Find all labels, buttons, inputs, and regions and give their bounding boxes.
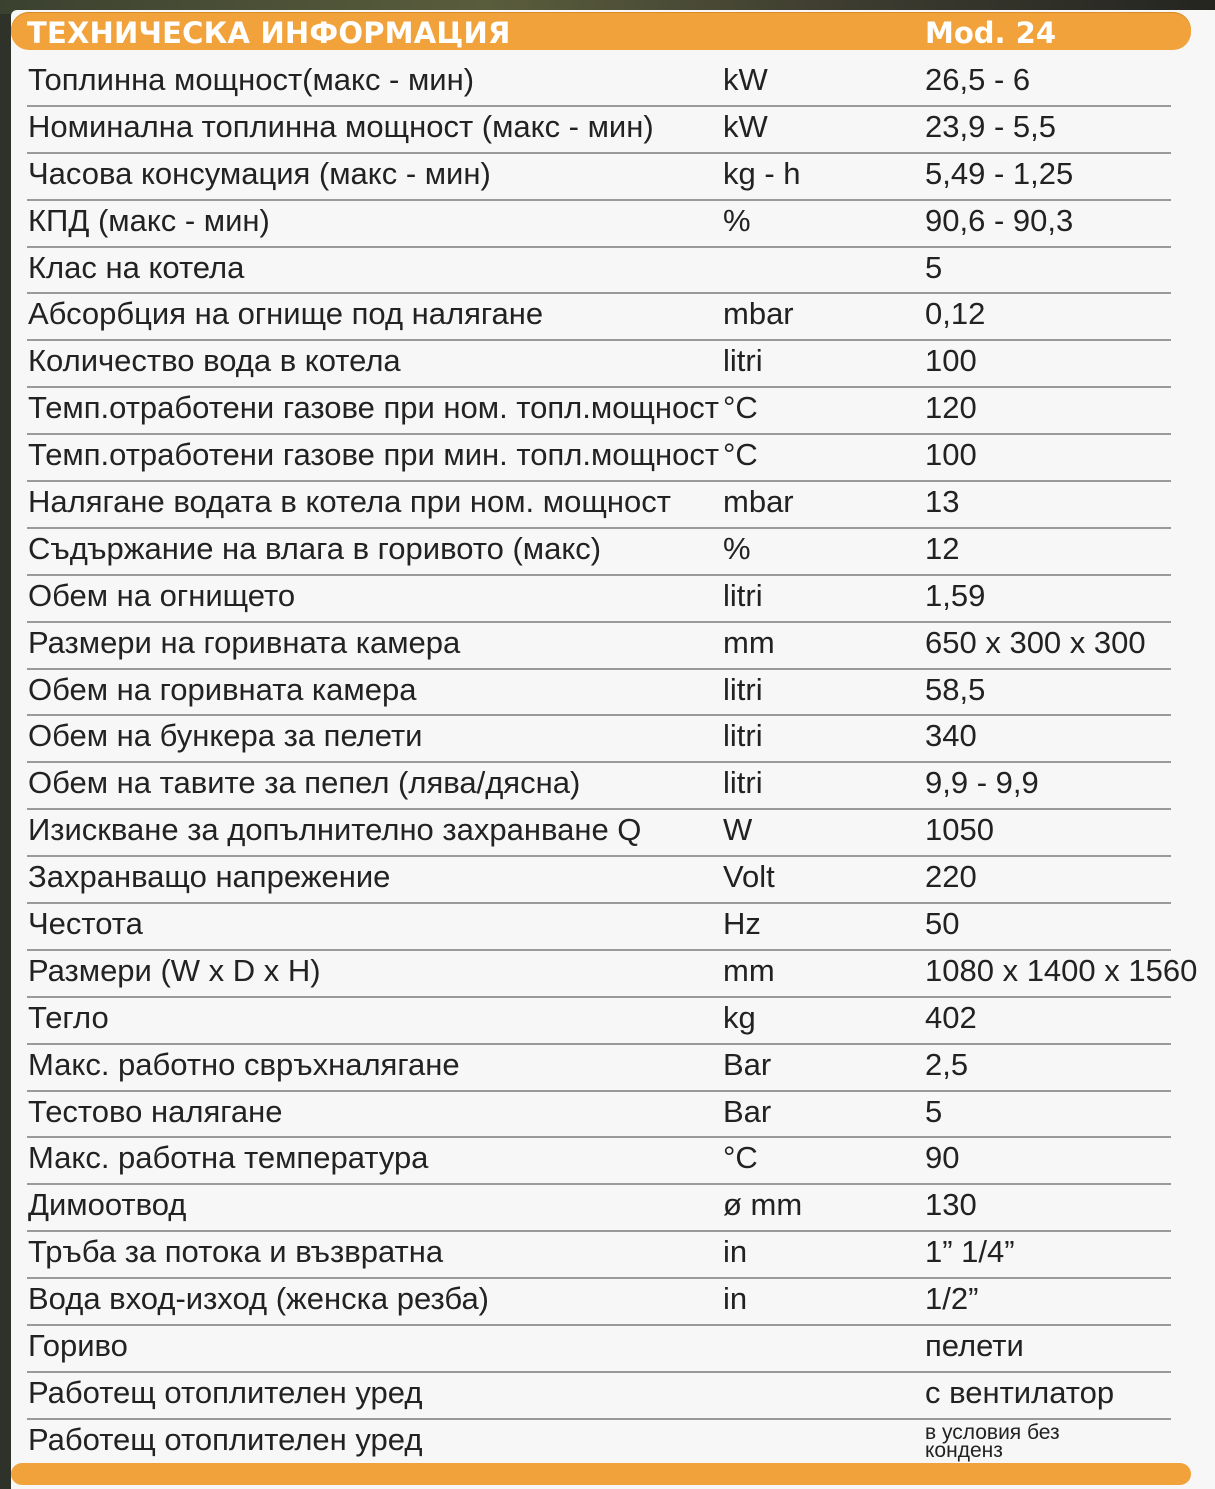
value-label: 0,12 [925,296,986,332]
table-row [11,1279,1215,1326]
value-label: 5 [925,1093,943,1129]
table-row [11,716,1215,763]
parameter-label: Темп.отработени газове при ном. топл.мощност [28,390,719,426]
table-row [11,1232,1215,1279]
value-label: 1” 1/4” [925,1234,1015,1270]
unit-label: litri [723,577,763,613]
table-row [11,435,1215,482]
parameter-label: Съдържание на влага в горивото (макс) [28,530,602,566]
model-label: Mod. 24 [925,16,1057,50]
value-label: 650 x 300 x 300 [925,624,1146,660]
value-label: 12 [925,530,960,566]
table-row [11,1045,1215,1092]
parameter-label: Обем на огнището [28,577,296,613]
parameter-label: Часова консумация (макс - мин) [28,155,491,191]
value-label: 1,59 [925,577,986,613]
value-label: 5,49 - 1,25 [925,155,1074,191]
parameter-label: Топлинна мощност(макс - мин) [28,62,475,97]
unit-label: mm [723,624,775,660]
value-label: 9,9 - 9,9 [925,765,1039,801]
value-label: 1080 x 1400 x 1560 [925,952,1198,988]
unit-label: °C [723,390,758,426]
unit-label: % [723,530,751,566]
unit-label: mbar [723,296,794,332]
table-row [11,810,1215,857]
header-band [11,12,1191,50]
unit-label: Bar [723,1093,772,1129]
value-label: 402 [925,999,977,1035]
value-label: 340 [925,718,977,754]
parameter-label: Размери (W x D x H) [28,952,321,988]
table-row [11,1373,1215,1420]
table-row [11,576,1215,623]
table-row [11,998,1215,1045]
unit-label: kW [723,62,768,97]
table-row [11,951,1215,998]
value-label: 26,5 - 6 [925,62,1031,97]
value-label: 120 [925,390,977,426]
table-row [11,482,1215,529]
unit-label: mbar [723,484,794,520]
technical-sheet [11,10,1215,1489]
table-row [11,388,1215,435]
value-label: 1/2” [925,1281,979,1317]
parameter-label: Клас на котела [28,249,245,285]
value-label: 13 [925,484,960,520]
value-label: 130 [925,1187,977,1223]
parameter-label: Макс. работна температура [28,1140,429,1176]
unit-label: kW [723,108,768,144]
spec-table [11,60,1215,1467]
table-row [11,294,1215,341]
value-label: 2,5 [925,1046,969,1082]
table-row [11,623,1215,670]
unit-label: W [723,812,753,848]
unit-label: litri [723,718,763,754]
unit-label: Volt [723,859,775,895]
value-label: 5 [925,249,943,285]
table-row [11,201,1215,248]
value-label: 23,9 - 5,5 [925,108,1056,144]
table-row [11,904,1215,951]
parameter-label: Номинална топлинна мощност (макс - мин) [28,108,654,144]
unit-label: litri [723,343,763,379]
value-label: 90,6 - 90,3 [925,202,1074,238]
unit-label: mm [723,952,775,988]
parameter-label: Тегло [28,999,109,1035]
parameter-label: Работещ отоплителен уред [28,1421,423,1457]
table-row [11,1185,1215,1232]
table-row [11,341,1215,388]
parameter-label: Количество вода в котела [28,343,401,379]
value-label: 1050 [925,812,994,848]
value-label: 220 [925,859,977,895]
table-row [11,857,1215,904]
table-row [11,1326,1215,1373]
parameter-label: Обем на горивната камера [28,671,417,707]
unit-label: °C [723,437,758,473]
table-row [11,529,1215,576]
parameter-label: Тестово налягане [28,1093,283,1129]
table-row [11,1138,1215,1185]
unit-label: °C [723,1140,758,1176]
table-row [11,60,1215,107]
unit-label: Hz [723,906,761,942]
unit-label: ø mm [723,1187,803,1223]
unit-label: in [723,1281,748,1317]
parameter-label: Захранващо напрежение [28,859,391,895]
parameter-label: Изискване за допълнително захранване Q [28,812,642,848]
value-label: пелети [925,1328,1024,1364]
table-row [11,107,1215,154]
value-label: 100 [925,437,977,473]
table-row [11,1092,1215,1139]
parameter-label: Тръба за потока и възвратна [28,1234,444,1270]
footer-band [11,1463,1191,1485]
unit-label: in [723,1234,748,1270]
table-title: ТЕХНИЧЕСКА ИНФОРМАЦИЯ [27,16,511,50]
unit-label: kg - h [723,155,801,191]
value-label: 50 [925,906,960,942]
value-label: 90 [925,1140,960,1176]
value-label: 100 [925,343,977,379]
value-label: в условия без конденз [925,1420,1060,1462]
unit-label: % [723,202,751,238]
value-label: с вентилатор [925,1374,1115,1410]
unit-label: Bar [723,1046,772,1082]
unit-label: litri [723,671,763,707]
parameter-label: Налягане водата в котела при ном. мощност [28,484,671,520]
table-row [11,154,1215,201]
table-row [11,670,1215,717]
parameter-label: Обем на бункера за пелети [28,718,423,754]
parameter-label: Димоотвод [28,1187,187,1223]
parameter-label: Темп.отработени газове при мин. топл.мощност [28,437,720,473]
parameter-label: Абсорбция на огнище под налягане [28,296,544,332]
table-row [11,1420,1215,1467]
parameter-label: Работещ отоплителен уред [28,1374,423,1410]
parameter-label: Макс. работно свръхналягане [28,1046,460,1082]
parameter-label: Гориво [28,1328,128,1364]
unit-label: kg [723,999,756,1035]
value-label: 58,5 [925,671,986,707]
unit-label: litri [723,765,763,801]
parameter-label: Обем на тавите за пепел (лява/дясна) [28,765,581,801]
parameter-label: КПД (макс - мин) [28,202,270,238]
table-row [11,248,1215,295]
parameter-label: Размери на горивната камера [28,624,461,660]
table-row [11,763,1215,810]
parameter-label: Вода вход-изход (женска резба) [28,1281,490,1317]
parameter-label: Честота [28,906,143,942]
